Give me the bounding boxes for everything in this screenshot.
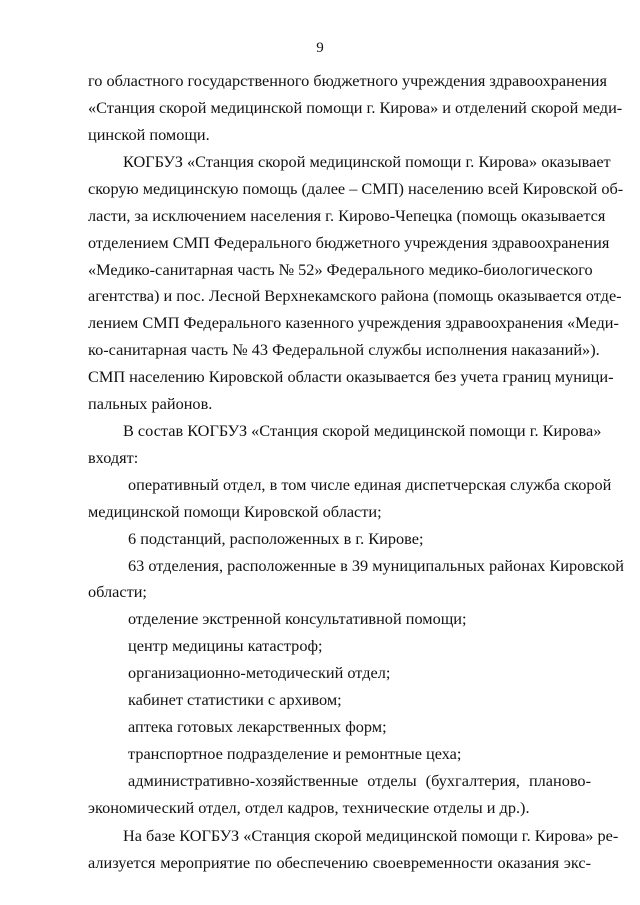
- list-item: оперативный отдел, в том числе единая диспетчерская служба скорой: [128, 475, 612, 494]
- text-line: На базе КОГБУЗ «Станция скорой медицинской помощи г. Кирова» ре-: [123, 826, 619, 845]
- text-line: СМП населению Кировской области оказывается без учета границ муници-: [88, 367, 614, 386]
- text-line: лением СМП Федерального казенного учреждения здравоохранения «Меди-: [88, 313, 619, 332]
- text-line: экономический отдел, отдел кадров, технические отделы и др.).: [88, 798, 530, 817]
- text-line: В состав КОГБУЗ «Станция скорой медицинской помощи г. Кирова»: [123, 421, 602, 440]
- list-item: кабинет статистики с архивом;: [128, 690, 342, 709]
- text-line: агентства) и пос. Лесной Верхнекамского района (помощь оказывается отде-: [88, 286, 622, 305]
- text-line: медицинской помощи Кировской области;: [88, 502, 382, 521]
- list-item: 63 отделения, расположенные в 39 муниципальных районах Кировской: [128, 556, 624, 575]
- list-item: центр медицины катастроф;: [128, 636, 323, 655]
- page-number: 9: [316, 40, 324, 56]
- text-line: отделением СМП Федерального бюджетного учреждения здравоохранения: [88, 233, 610, 252]
- list-item: 6 подстанций, расположенных в г. Кирове;: [128, 529, 424, 548]
- list-item: транспортное подразделение и ремонтные цеха;: [128, 744, 462, 763]
- text-line: КОГБУЗ «Станция скорой медицинской помощи г. Кирова» оказывает: [123, 152, 611, 171]
- text-line: ласти, за исключением населения г. Кирово-Чепецка (помощь оказывается: [88, 206, 606, 225]
- text-line: цинской помощи.: [88, 125, 210, 144]
- text-line: го областного государственного бюджетного учреждения здравоохранения: [88, 71, 607, 90]
- list-item: административно-хозяйственные отделы (бухгалтерия, планово-: [128, 771, 591, 790]
- text-line: пальных районов.: [88, 394, 213, 413]
- text-line: «Медико-санитарная часть № 52» Федерального медико-биологического: [88, 260, 593, 279]
- text-line: ализуется мероприятие по обеспечению своевременности оказания экс-: [88, 853, 591, 872]
- text-line: скорую медицинскую помощь (далее – СМП) населению всей Кировской об-: [88, 179, 624, 198]
- list-item: отделение экстренной консультативной помощи;: [128, 609, 467, 628]
- list-item: организационно-методический отдел;: [128, 663, 391, 682]
- list-item: аптека готовых лекарственных форм;: [128, 717, 387, 736]
- text-line: «Станция скорой медицинской помощи г. Кирова» и отделений скорой меди-: [88, 98, 623, 117]
- text-line: ко-санитарная часть № 43 Федеральной службы исполнения наказаний»).: [88, 340, 600, 359]
- text-line: области;: [88, 582, 147, 601]
- text-line: входят:: [88, 448, 139, 467]
